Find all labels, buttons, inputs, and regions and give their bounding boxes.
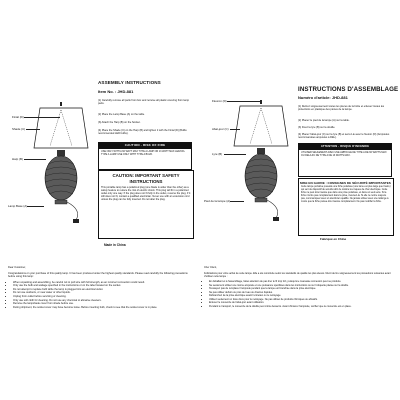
label-finial: Finial (D): [12, 115, 24, 119]
list-item: • Débranchez de la prise électrique avant l'entretien ou le nettoyage.: [209, 294, 394, 297]
list-item: • N'essayez pas de remplacer l'ampoule pendant que la lampe est branchée dans la prise électrique.: [209, 287, 394, 290]
label-shade-fr: Abat-jour (C): [212, 127, 229, 131]
list-item: • Unplug from outlet before servicing or cleaning.: [13, 295, 194, 298]
bulb-warning-label-fr: [298, 143, 392, 177]
made-in-label: Made in China: [104, 243, 126, 247]
step-1-fr: (1) Retirez soigneusement toutes les pièces de la boîte et enlevez toutes les protections en plastique des pièces de la lampe.: [298, 105, 385, 112]
customer-letter-fr: [204, 266, 394, 308]
made-in-label-fr: Fabriqué en Chine: [320, 237, 347, 241]
leader-harp: [24, 159, 46, 160]
list-item: • Remove the lampshade cover from shade before use.: [13, 302, 194, 305]
list-item: • Only use soft cloth for cleaning. Do not use any chemical or abrasive cleaners.: [13, 299, 194, 302]
step-1: (1) Carefully remove all parts from box and remove all plastic covering from lamp parts.: [98, 99, 190, 106]
label-lamp-base-fr: Pied de la lampe (A): [204, 199, 231, 203]
leader-lamp-base: [27, 206, 44, 207]
leader-shade-fr: [230, 129, 240, 130]
letter-greeting-fr: Cher Client,: [204, 266, 217, 269]
bulb-warning-text: USE ONLY WITH A 60 WATT MAX TYPE A LAMP OR 13 WATT MAX LED/CFL TYPE A LAMP. USE ONLY WITH TYPE A BULB.: [101, 150, 185, 157]
step-2-fr: (2) Placez le pied de la lampe (A) sur la table.: [298, 119, 350, 122]
item-number-fr: Numéro d'article: JHD-881: [298, 95, 348, 100]
list-item: • During shipment, the socket cover may have become loose. Before inserting bulb, check to see that the socket cover is in place.: [13, 306, 194, 309]
list-item: • Do not use outdoors, or near water or other liquids.: [13, 291, 194, 294]
socket-shape: [57, 150, 65, 156]
bulb-warning-label: [98, 142, 192, 170]
leader-lamp-base-fr: [230, 201, 244, 202]
list-item: • Only use the bulb and wattage specified in the instructions or on the label located on the socket.: [13, 284, 194, 287]
step-4-fr: (4) Placez l'abat-jour (C) sur la lyre (B) et serrez-le avec le fleuron (D) (Ampoules recommandées ampoules à DEL).: [298, 133, 390, 140]
leader-finial-fr: [227, 101, 260, 102]
label-shade: Shade (C): [12, 127, 26, 131]
label-harp: Harp (B): [12, 157, 23, 161]
assembly-title-fr: INSTRUCTIONS D'ASSEMBLAGE: [298, 86, 399, 93]
caution-title: CAUTION: IMPORTANT SAFETY: [112, 173, 180, 178]
caution-text-fr: Cette lampe portative possède une fiche polarisée (une lame est plus large que l'autre) qui sert de dispositif de sécurité afin de réduire les risques de choc électrique. Cette fiche ne peut être insérée que dans une prise polarisée, et dans un seul sens. Si la fiche n'entre pas complètement dans la prise, inversez-la. Si elle ne rentre toujours pas, communiquez avec un électricien qualifié. Ne jamais utiliser avec une rallonge à moins que la fiche puisse être insérée complètement. Ne pas modifier la fiche.: [301, 185, 391, 203]
safety-caution-box-fr: [298, 178, 394, 236]
caution-subtitle: INSTRUCTIONS: [129, 179, 163, 184]
leader-shade: [26, 129, 40, 130]
lamp-illustration-fr: [230, 96, 292, 228]
socket-shape: [257, 148, 265, 154]
french-instruction-page: [200, 0, 400, 400]
list-item: • En déballant et à l'assemblage, faites attention de pas tirer le fil trop fort, puisqu'une mauvaise connexion peut se produire.: [209, 280, 394, 283]
precautions-list: [8, 281, 194, 309]
finial-icon: [60, 102, 62, 106]
list-item: • When unpacking and assembling, be careful not to pull wire with full strength, as an incorrect connection could result.: [13, 281, 194, 284]
list-item: • Ne pas utiliser dehors ou près de l'eau ou d'autres liquides.: [209, 291, 394, 294]
list-item: • Ne seulement utiliser une même ampoule et une puissance spécifiées dans les instructions ou sur l'étiquette placée sur la douille.: [209, 284, 394, 287]
list-item: • Utilisez seulement un tissu doux pour le nettoyage. Ne pas utiliser de produits chimiques ou abrasifs.: [209, 298, 394, 301]
leader-finial: [24, 117, 60, 118]
bulb-warning-header: CAUTION - RISK OF FIRE: [99, 143, 191, 149]
assembly-title: ASSEMBLY INSTRUCTIONS: [98, 80, 161, 85]
label-lamp-base: Lamp Base (A): [8, 204, 28, 208]
bulb-warning-header-fr: ATTENTION - RISQUE D'INCENDIE: [299, 144, 391, 150]
list-item: • Do not attempt to replace bulb while the lamp is plugged into an electrical outlet.: [13, 288, 194, 291]
label-harp-fr: Lyre (B): [212, 152, 223, 156]
step-2: (2) Place the Lamp Base (A) on the table.: [98, 113, 145, 116]
item-number: Item No. : JHD-881: [98, 89, 134, 94]
list-item: • Enlevez le couvercle de l'abat-jour avant utilisation.: [209, 301, 394, 304]
customer-letter: [8, 266, 194, 309]
step-3-fr: (3) Fixez la lyre (B) sur la douille.: [298, 126, 336, 129]
lamp-shade-shape: [34, 108, 88, 148]
safety-caution-box: [98, 170, 194, 239]
step-4: (4) Place the Shade (C) on the Harp (B) and tighten it with the Finial (D) (Bulbs recommended LED bulbs).: [98, 129, 187, 136]
bulb-warning-text-fr: UTILISER SEULEMENT AVEC UNE AMPOULE DE TYPE A DE 60 WATTS MAX OU DEL/LFC DE TYPE A DE 13 WATTS MAX.: [301, 151, 387, 158]
list-item: • Pendant le transport, le couvercle de la douille peut s'être desserré. Avant d'insérer l'ampoule, vérifiez que le couvercle est en place.: [209, 305, 394, 308]
finial-icon: [260, 100, 262, 104]
caution-title-fr: MISE EN GARDE : CONSIGNES DE SÉCURITÉ IMPORTANTES: [300, 180, 391, 185]
caution-text: This portable lamp has a polarized plug (one blade is wider than the other) as a safety feature to reduce the risk of electric shock. This plug will fit in a polarized outlet only one way. If the plug does not fit fully in the outlet, reverse the plug. If it still does not fit, contact a qualified electrician. Never use with an extension cord unless the plug can be fully inserted. Do not alter the plug.: [101, 185, 191, 202]
lamp-shade-shape: [234, 106, 288, 146]
letter-greeting: Dear Customer,: [8, 266, 26, 269]
label-finial-fr: Fleuron (D): [212, 99, 227, 103]
step-3: (3) Attach the Harp (B) on the Socket.: [98, 121, 141, 124]
precautions-list-fr: [204, 280, 394, 307]
leader-harp-fr: [224, 154, 246, 155]
letter-intro-fr: Félicitations pour votre achat de cette lampe. Elle a été construite selon les standards de qualité les plus élevés. Merci de lire soigneusement les précautions suivantes avant d'utiliser cette lampe :: [204, 272, 391, 279]
letter-intro: Congratulations on your purchase of this quality lamp. It has been produced under the highest quality standards. Please read carefully the following precautions before using this lamp:: [8, 272, 188, 279]
